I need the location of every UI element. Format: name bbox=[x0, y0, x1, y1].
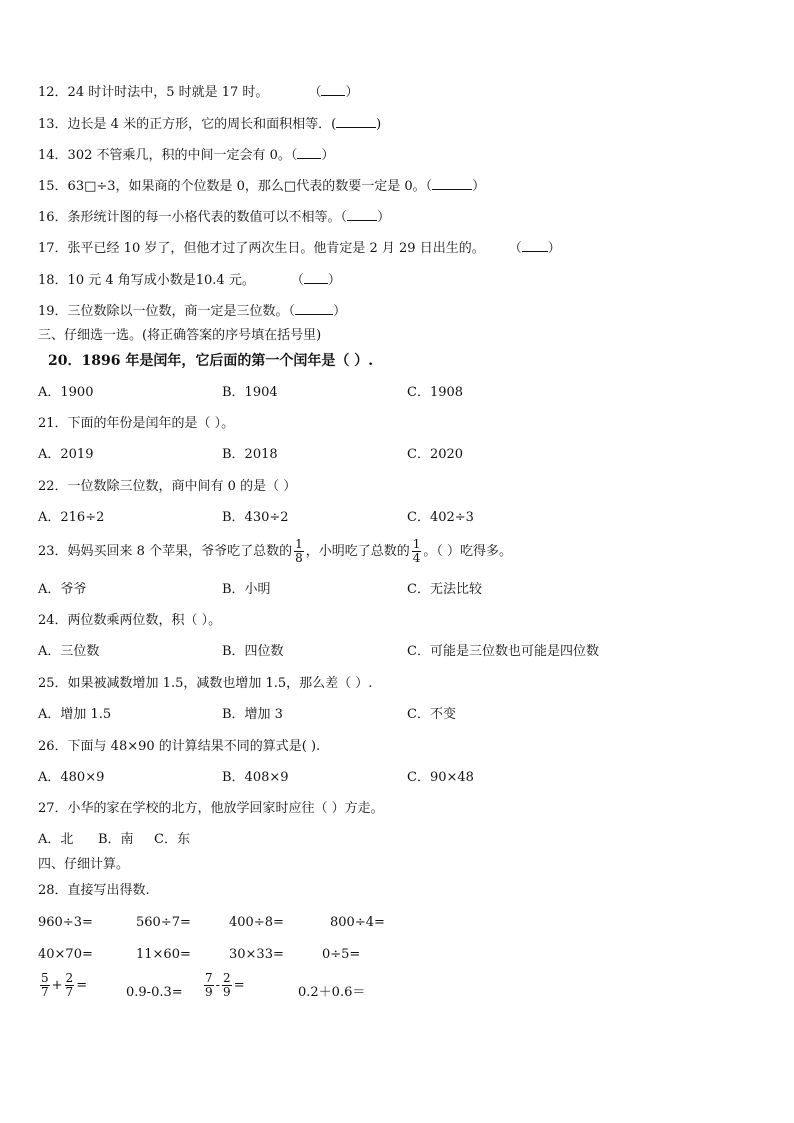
question-text: 17．张平已经 10 岁了，但他才过了两次生日。他肯定是 2 月 29 日出生的。 bbox=[38, 241, 485, 256]
option-a[interactable]: A．2019 bbox=[38, 447, 94, 462]
answer-paren-close: ） bbox=[345, 85, 359, 100]
denominator: 9 bbox=[223, 985, 231, 999]
numerator: 1 bbox=[295, 537, 303, 551]
question-20-stem: 20．1896 年是闰年，它后面的第一个闰年是（ ）. bbox=[48, 353, 374, 369]
question-27-stem: 27．小华的家在学校的北方，他放学回家时应往（ ）方走。 bbox=[38, 801, 384, 816]
answer-paren-open: （ bbox=[508, 241, 522, 256]
option-b[interactable]: B．2018 bbox=[222, 447, 278, 462]
question-text: 15．63□÷3，如果商的个位数是 0，那么□代表的数要一定是 0。 bbox=[38, 179, 426, 194]
denominator: 4 bbox=[412, 551, 421, 565]
question-text: 13．边长是 4 米的正方形，它的周长和面积相等． bbox=[38, 117, 332, 132]
answer-paren-open: （ bbox=[290, 148, 298, 163]
calc-item: 800÷4= bbox=[330, 915, 385, 930]
question-15 bbox=[38, 177, 485, 195]
option-a[interactable]: A．216÷2 bbox=[38, 510, 105, 525]
option-a[interactable]: A．北 bbox=[38, 832, 74, 847]
question-18 bbox=[38, 271, 341, 289]
answer-paren-close: ） bbox=[321, 148, 335, 163]
calc-item: 11×60= bbox=[136, 947, 191, 962]
answer-paren-open: （ bbox=[340, 210, 348, 225]
fraction bbox=[222, 972, 232, 999]
option-c[interactable]: C．东 bbox=[154, 832, 190, 847]
question-text: 16．条形统计图的每一小格代表的数值可以不相等。 bbox=[38, 210, 341, 225]
question-22-stem: 22．一位数除三位数，商中间有 0 的是（ ） bbox=[38, 479, 297, 494]
option-a[interactable]: A．1900 bbox=[38, 385, 94, 400]
option-c[interactable]: C．1908 bbox=[407, 385, 464, 400]
calc-fraction-diff bbox=[202, 972, 245, 999]
calc-item: 400÷8= bbox=[229, 915, 284, 930]
denominator: 7 bbox=[41, 985, 49, 999]
option-b[interactable]: B．430÷2 bbox=[222, 510, 289, 525]
answer-blank[interactable] bbox=[432, 177, 472, 190]
option-b[interactable]: B．四位数 bbox=[222, 644, 284, 659]
answer-paren-close: ） bbox=[327, 273, 341, 288]
stem-text: 。（ ）吃得多。 bbox=[423, 544, 513, 559]
fraction-one-eighth bbox=[294, 538, 304, 565]
calc-item: 960÷3= bbox=[38, 915, 93, 930]
option-b[interactable]: B．增加 3 bbox=[222, 707, 283, 722]
question-24-stem: 24．两位数乘两位数，积（ ）。 bbox=[38, 613, 222, 628]
numerator: 2 bbox=[65, 971, 74, 985]
question-14 bbox=[38, 146, 334, 164]
equals-sign: = bbox=[76, 978, 88, 993]
answer-paren-open: （ bbox=[290, 273, 304, 288]
numerator: 2 bbox=[223, 971, 231, 985]
minus-sign: - bbox=[215, 978, 221, 993]
answer-paren-close: ) bbox=[376, 117, 382, 132]
answer-blank[interactable] bbox=[347, 208, 377, 221]
option-c[interactable]: C．可能是三位数也可能是四位数 bbox=[407, 644, 599, 659]
answer-paren-close: ） bbox=[333, 304, 347, 319]
option-b[interactable]: B．南 bbox=[98, 832, 134, 847]
fraction-one-quarter bbox=[412, 538, 422, 565]
question-23-stem bbox=[38, 538, 512, 565]
question-text: 18．10 元 4 角写成小数是10.4 元。 bbox=[38, 273, 255, 288]
answer-paren-open: （ bbox=[308, 85, 322, 100]
question-13 bbox=[38, 115, 381, 133]
numerator: 5 bbox=[41, 971, 49, 985]
option-a[interactable]: A．三位数 bbox=[38, 644, 100, 659]
answer-blank[interactable] bbox=[295, 302, 333, 315]
answer-paren-open: ( bbox=[331, 117, 337, 132]
calc-item: 30×33= bbox=[229, 947, 284, 962]
option-b[interactable]: B．1904 bbox=[222, 385, 278, 400]
equals-sign: = bbox=[233, 978, 245, 993]
calc-fraction-sum bbox=[38, 972, 87, 999]
answer-paren-open: （ bbox=[425, 179, 433, 194]
option-a[interactable]: A．480×9 bbox=[38, 770, 105, 785]
option-b[interactable]: B．小明 bbox=[222, 582, 271, 597]
fraction bbox=[40, 972, 50, 999]
question-21-stem: 21．下面的年份是闰年的是（ ）。 bbox=[38, 416, 235, 431]
option-c[interactable]: C．无法比较 bbox=[407, 582, 482, 597]
calc-item: 560÷7= bbox=[136, 915, 191, 930]
option-c[interactable]: C．2020 bbox=[407, 447, 464, 462]
answer-paren-close: ） bbox=[547, 241, 561, 256]
answer-blank[interactable] bbox=[336, 115, 376, 128]
answer-paren-open: （ bbox=[288, 304, 296, 319]
answer-paren-close: ） bbox=[472, 179, 486, 194]
option-a[interactable]: A．增加 1.5 bbox=[38, 707, 112, 722]
answer-blank[interactable] bbox=[304, 271, 328, 284]
option-a[interactable]: A．爷爷 bbox=[38, 582, 87, 597]
section-4-title: 四、仔细计算。 bbox=[38, 857, 130, 872]
calc-item: 40×70= bbox=[38, 947, 93, 962]
question-12 bbox=[38, 83, 358, 101]
question-26-stem: 26．下面与 48×90 的计算结果不同的算式是( ). bbox=[38, 739, 321, 754]
question-text: 14．302 不管乘几，积的中间一定会有 0。 bbox=[38, 148, 291, 163]
answer-blank[interactable] bbox=[522, 239, 548, 252]
calc-item: 0÷5= bbox=[322, 947, 361, 962]
stem-text: ，小明吃了总数的 bbox=[305, 544, 410, 559]
question-text: 12．24 时计时法中，5 时就是 17 时。 bbox=[38, 85, 269, 100]
option-c[interactable]: C．不变 bbox=[407, 707, 456, 722]
question-text: 19．三位数除以一位数，商一定是三位数。 bbox=[38, 304, 289, 319]
question-16 bbox=[38, 208, 390, 226]
fraction bbox=[65, 972, 75, 999]
answer-blank[interactable] bbox=[297, 146, 321, 159]
option-c[interactable]: C．90×48 bbox=[407, 770, 474, 785]
option-c[interactable]: C．402÷3 bbox=[407, 510, 474, 525]
numerator: 7 bbox=[205, 971, 213, 985]
fraction bbox=[204, 972, 214, 999]
question-19 bbox=[38, 302, 346, 320]
question-25-stem: 25．如果被减数增加 1.5，减数也增加 1.5，那么差（ ）. bbox=[38, 676, 373, 691]
calc-item: 0.9-0.3= bbox=[126, 985, 183, 1000]
denominator: 8 bbox=[295, 551, 303, 565]
stem-text: 23．妈妈买回来 8 个苹果，爷爷吃了总数的 bbox=[38, 544, 293, 559]
section-3-title: 三、仔细选一选。(将正确答案的序号填在括号里) bbox=[38, 328, 322, 343]
plus-sign: + bbox=[51, 978, 63, 993]
denominator: 7 bbox=[65, 985, 74, 999]
option-b[interactable]: B．408×9 bbox=[222, 770, 289, 785]
answer-blank[interactable] bbox=[321, 83, 345, 96]
question-28-stem: 28．直接写出得数. bbox=[38, 883, 150, 898]
denominator: 9 bbox=[205, 985, 213, 999]
numerator: 1 bbox=[412, 537, 421, 551]
calc-item: 0.2＋0.6＝ bbox=[298, 985, 366, 1000]
question-17 bbox=[38, 239, 561, 257]
answer-paren-close: ） bbox=[377, 210, 391, 225]
